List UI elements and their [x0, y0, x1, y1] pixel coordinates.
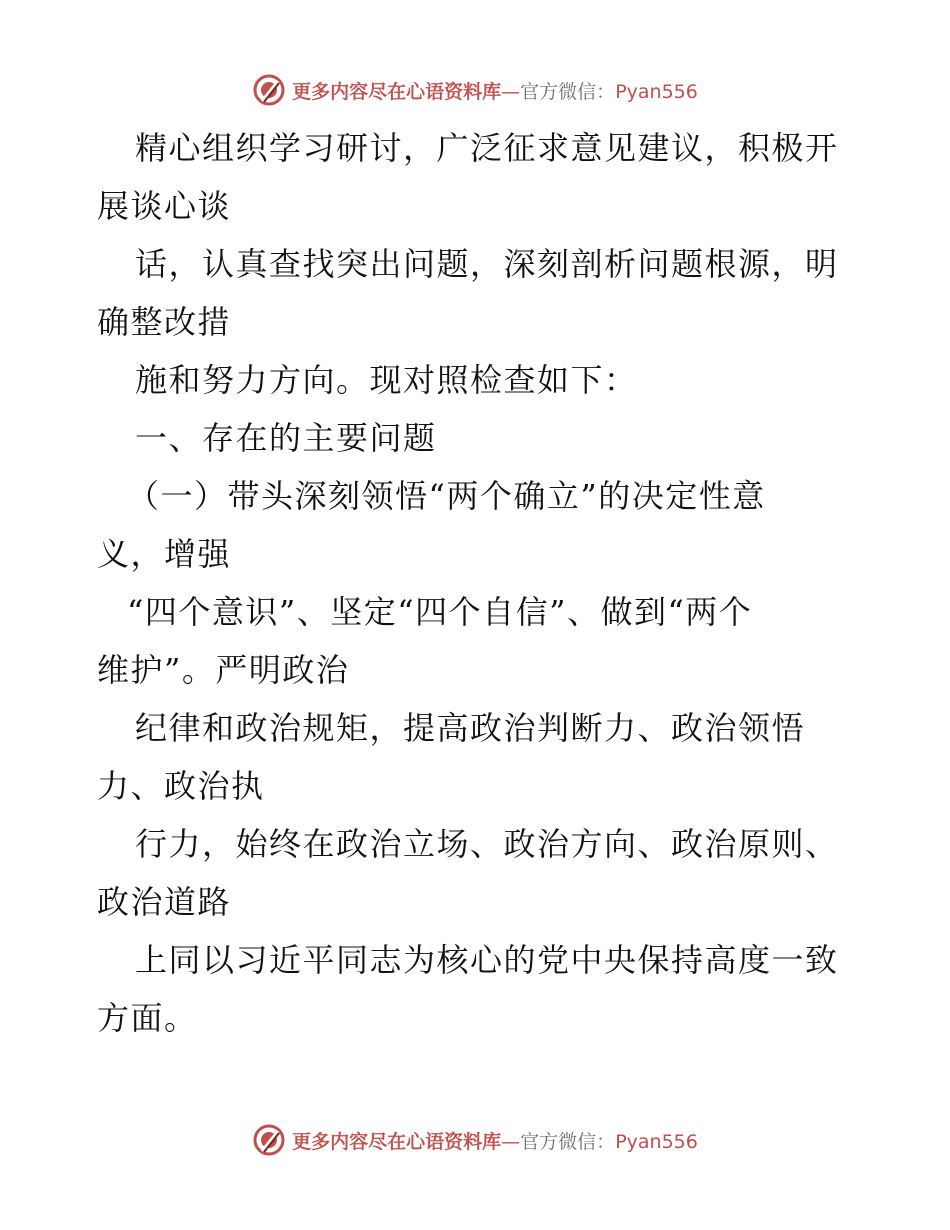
footer-watermark	[0, 1120, 950, 1160]
body-line: 精心组织学习研讨，广泛征求意见建议，积极开	[135, 129, 839, 167]
watermark-text	[292, 77, 698, 104]
watermark-separator: —	[501, 1130, 521, 1153]
watermark-wechat-id: Pyan556	[615, 80, 698, 103]
body-line: 话，认真查找突出问题，深刻剖析问题根源，明	[135, 245, 839, 283]
body-line: 维护”。严明政治	[97, 651, 350, 689]
body-line: 政治道路	[97, 883, 232, 921]
body-line: 展谈心谈	[97, 187, 232, 225]
body-line: 确整改措	[97, 303, 232, 341]
watermark-official-label: 官方微信：	[520, 80, 616, 103]
body-line: “四个意识”、坚定“四个自信”、做到“两个	[127, 593, 753, 631]
watermark-official-label: 官方微信：	[520, 1130, 616, 1153]
header-watermark	[0, 70, 950, 110]
section-heading: 一、存在的主要问题	[135, 419, 437, 457]
body-line: 纪律和政治规矩，提高政治判断力、政治领悟	[135, 709, 806, 747]
body-line: 义，增强	[97, 535, 232, 573]
body-line: 方面。	[97, 999, 198, 1037]
document-body	[97, 119, 857, 1047]
watermark-wechat-id: Pyan556	[615, 1130, 698, 1153]
watermark-brand: 更多内容尽在心语资料库	[292, 80, 502, 103]
body-line: 施和努力方向。现对照检查如下：	[135, 361, 638, 399]
red-seal-logo-icon	[252, 73, 286, 107]
body-line: 力、政治执	[97, 767, 265, 805]
body-line: 行力，始终在政治立场、政治方向、政治原则、	[135, 825, 839, 863]
watermark-brand: 更多内容尽在心语资料库	[292, 1130, 502, 1153]
subsection-heading: （一）带头深刻领悟“两个确立”的决定性意	[127, 477, 766, 515]
watermark-text	[292, 1127, 698, 1154]
red-seal-logo-icon	[252, 1123, 286, 1157]
watermark-separator: —	[501, 80, 521, 103]
body-line: 上同以习近平同志为核心的党中央保持高度一致	[135, 941, 839, 979]
